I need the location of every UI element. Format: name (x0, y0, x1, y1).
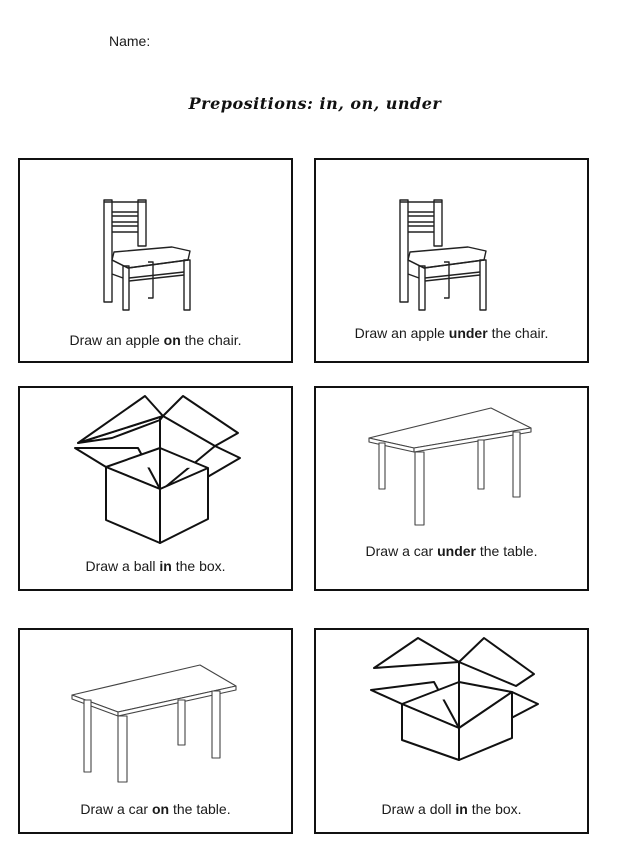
preposition-word: under (448, 325, 488, 341)
preposition-word: under (437, 543, 476, 559)
table-icon (316, 388, 591, 593)
exercise-card (314, 628, 589, 834)
page-title: Prepositions: in, on, under (188, 94, 442, 113)
preposition-word: in (455, 801, 468, 817)
preposition-word: on (151, 801, 170, 817)
name-label: Name: (109, 33, 151, 49)
instruction-text: Draw a car under the table. (365, 543, 538, 559)
instruction-text: Draw a doll in the box. (381, 801, 522, 817)
exercise-card (18, 628, 293, 834)
exercise-card (314, 158, 589, 363)
instruction-text: Draw a ball in the box. (85, 558, 226, 574)
exercise-card (314, 386, 589, 591)
instruction-text: Draw an apple on the chair. (69, 332, 242, 348)
preposition-word: on (163, 332, 181, 348)
preposition-word: in (159, 558, 172, 574)
exercise-card (18, 158, 293, 363)
exercise-card (18, 386, 293, 591)
instruction-text: Draw a car on the table. (80, 801, 231, 817)
instruction-text: Draw an apple under the chair. (354, 325, 549, 341)
